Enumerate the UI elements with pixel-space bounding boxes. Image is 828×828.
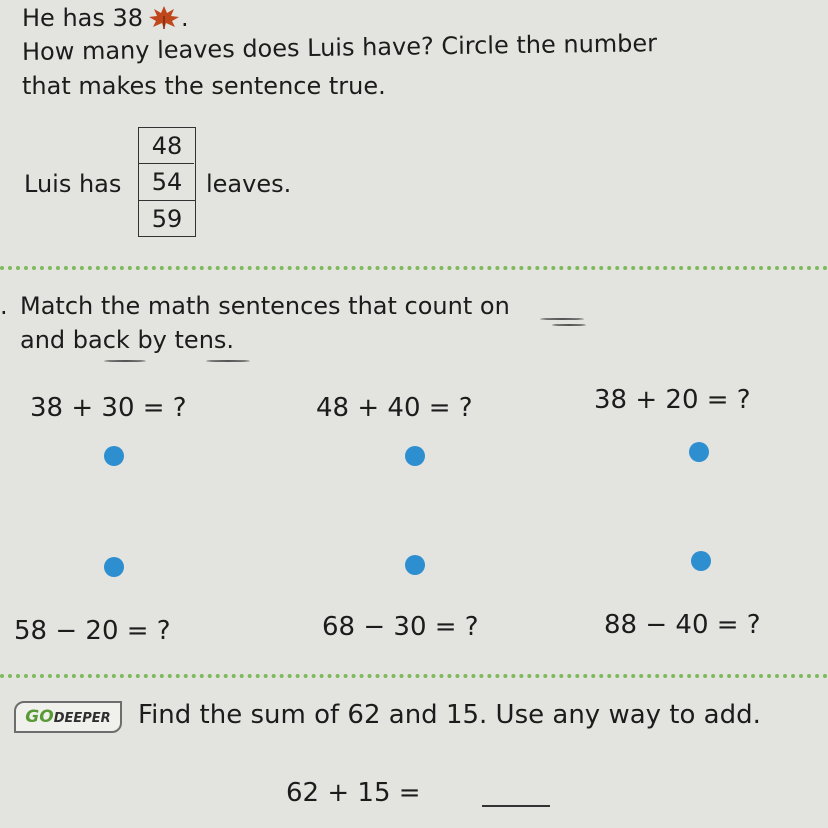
pencil-underline-on-2 — [552, 324, 586, 326]
choice-option-54[interactable]: 54 — [151, 168, 183, 196]
match-instruction-line-2: and back by tens. — [20, 326, 235, 354]
question-bullet: . — [0, 292, 8, 320]
choice-option-48[interactable]: 48 — [151, 132, 183, 160]
go-deeper-badge-deeper: DEEPER — [53, 711, 111, 726]
equation-bottom-3: 88 − 40 = ? — [604, 610, 761, 640]
sentence-suffix: leaves. — [206, 170, 292, 198]
match-dot-bottom-1[interactable] — [104, 557, 124, 577]
sentence-prefix: Luis has — [24, 170, 122, 198]
intro-period: . — [181, 4, 189, 32]
question-line-2: that makes the sentence true. — [22, 72, 386, 100]
go-deeper-badge — [14, 701, 122, 733]
sum-equation: 62 + 15 = — [286, 778, 421, 808]
match-dot-bottom-2[interactable] — [405, 555, 425, 575]
equation-bottom-2: 68 − 30 = ? — [322, 612, 479, 642]
section-divider-2 — [0, 674, 828, 678]
intro-text: He has 38 — [22, 4, 144, 32]
answer-blank[interactable] — [482, 805, 550, 807]
section-divider — [0, 266, 828, 270]
match-dot-bottom-3[interactable] — [691, 551, 711, 571]
choice-divider — [138, 163, 194, 164]
go-deeper-badge-go: GO — [25, 707, 54, 727]
match-dot-top-2[interactable] — [405, 446, 425, 466]
match-dot-top-1[interactable] — [104, 446, 124, 466]
match-instruction-line-1: Match the math sentences that count on — [20, 292, 510, 320]
choice-option-59[interactable]: 59 — [139, 200, 195, 237]
number-choice-box — [138, 127, 196, 237]
pencil-underline-back — [104, 360, 146, 362]
question-line-1: How many leaves does Luis have? Circle the number — [21, 29, 658, 66]
maple-leaf-icon — [147, 4, 181, 30]
equation-bottom-1: 58 − 20 = ? — [14, 616, 171, 646]
pencil-underline-tens — [206, 360, 250, 362]
intro-line — [22, 4, 189, 32]
equation-top-2: 48 + 40 = ? — [316, 393, 473, 423]
pencil-underline-on — [540, 318, 584, 320]
go-deeper-prompt: Find the sum of 62 and 15. Use any way to add. — [138, 700, 761, 730]
match-dot-top-3[interactable] — [689, 442, 709, 462]
equation-top-1: 38 + 30 = ? — [30, 393, 187, 423]
equation-top-3: 38 + 20 = ? — [594, 385, 751, 415]
